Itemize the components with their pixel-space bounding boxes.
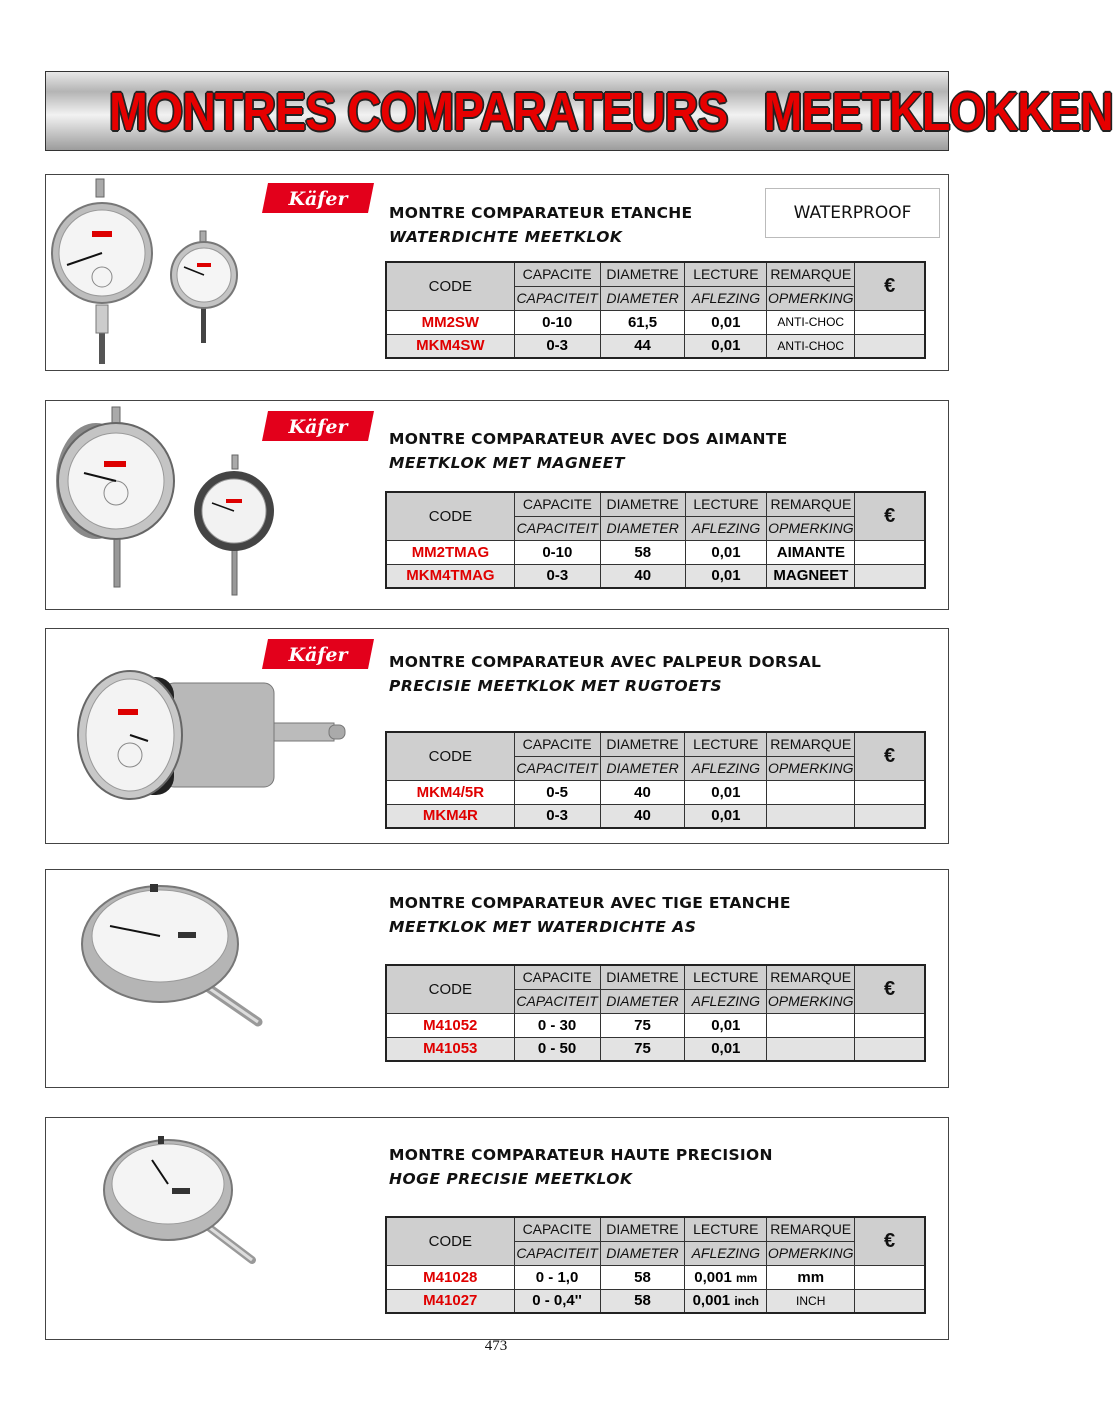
header-lecture: LECTURE xyxy=(685,732,767,756)
diameter-value: 75 xyxy=(600,1037,685,1061)
header-capaciteit: CAPACITEIT xyxy=(514,989,600,1013)
diameter-value: 61,5 xyxy=(600,310,685,334)
dial-indicator-photo xyxy=(102,1134,262,1264)
reading-value: 0,01 xyxy=(685,1013,767,1037)
product-title-fr: MONTRE COMPARATEUR AVEC TIGE ETANCHE xyxy=(389,894,791,912)
header-aflezing: AFLEZING xyxy=(685,1241,767,1265)
reading-value: 0,01 xyxy=(685,780,767,804)
remark-value xyxy=(767,1013,855,1037)
price-value xyxy=(855,1013,925,1037)
header-remarque: REMARQUE xyxy=(767,1217,855,1241)
capacity-value: 0-3 xyxy=(514,564,600,588)
back-plunger-indicator-photo xyxy=(74,669,354,819)
reading-value: 0,01 xyxy=(685,540,767,564)
header-remarque: REMARQUE xyxy=(767,492,855,516)
table-row xyxy=(386,1289,925,1313)
capacity-value: 0-10 xyxy=(514,310,600,334)
table-row xyxy=(386,540,925,564)
remark-value: MAGNEET xyxy=(767,564,855,588)
diameter-value: 58 xyxy=(600,1265,685,1289)
header-diameter: DIAMETER xyxy=(600,756,685,780)
price-value xyxy=(855,1265,925,1289)
spec-table xyxy=(385,731,926,829)
header-diameter: DIAMETER xyxy=(600,1241,685,1265)
diameter-value: 75 xyxy=(600,1013,685,1037)
product-title-nl: WATERDICHTE MEETKLOK xyxy=(389,228,623,246)
capacity-value: 0-10 xyxy=(514,540,600,564)
product-title-nl: MEETKLOK MET MAGNEET xyxy=(389,454,625,472)
header-price: € xyxy=(855,1217,925,1265)
header-capacite: CAPACITE xyxy=(514,262,600,286)
product-title-nl: MEETKLOK MET WATERDICHTE AS xyxy=(389,918,697,936)
spec-table xyxy=(385,261,926,359)
header-price: € xyxy=(855,262,925,310)
capacity-value: 0-3 xyxy=(514,334,600,358)
header-diameter: DIAMETER xyxy=(600,989,685,1013)
header-opmerking: OPMERKING xyxy=(767,989,855,1013)
header-diametre: DIAMETRE xyxy=(600,1217,685,1241)
product-section-waterproof-stem xyxy=(45,869,949,1088)
reading-value: 0,01 xyxy=(685,1037,767,1061)
header-aflezing: AFLEZING xyxy=(685,516,767,540)
capacity-value: 0 - 30 xyxy=(514,1013,600,1037)
product-title-fr: MONTRE COMPARATEUR ETANCHE xyxy=(389,204,693,222)
remark-value: mm xyxy=(767,1265,855,1289)
price-value xyxy=(855,540,925,564)
header-diametre: DIAMETRE xyxy=(600,492,685,516)
reading-value: 0,01 xyxy=(685,310,767,334)
header-capacite: CAPACITE xyxy=(514,492,600,516)
product-section-waterproof xyxy=(45,174,949,371)
spec-table xyxy=(385,491,926,589)
diameter-value: 44 xyxy=(600,334,685,358)
header-lecture: LECTURE xyxy=(685,262,767,286)
reading-value xyxy=(685,1289,767,1313)
table-row xyxy=(386,1013,925,1037)
table-row xyxy=(386,1265,925,1289)
page-title: MONTRES COMPARATEURS MEETKLOKKEN xyxy=(109,82,1113,142)
header-price: € xyxy=(855,492,925,540)
diameter-value: 40 xyxy=(600,780,685,804)
price-value xyxy=(855,310,925,334)
product-code: MKM4/5R xyxy=(386,780,514,804)
reading-unit: mm xyxy=(735,1270,758,1285)
product-title-nl: PRECISIE MEETKLOK MET RUGTOETS xyxy=(389,677,723,695)
header-opmerking: OPMERKING xyxy=(767,1241,855,1265)
header-lecture: LECTURE xyxy=(685,1217,767,1241)
header-capaciteit: CAPACITEIT xyxy=(514,1241,600,1265)
remark-value xyxy=(767,780,855,804)
header-remarque: REMARQUE xyxy=(767,732,855,756)
product-code: M41028 xyxy=(386,1265,514,1289)
capacity-value: 0 - 0,4'' xyxy=(514,1289,600,1313)
dial-indicator-photo xyxy=(80,882,270,1032)
diameter-value: 40 xyxy=(600,804,685,828)
header-aflezing: AFLEZING xyxy=(685,286,767,310)
svg-text:Käfer: Käfer xyxy=(288,644,348,666)
price-value xyxy=(855,1289,925,1313)
product-title-fr: MONTRE COMPARATEUR AVEC PALPEUR DORSAL xyxy=(389,653,822,671)
price-value xyxy=(855,564,925,588)
reading-number: 0,001 xyxy=(694,1268,732,1286)
header-opmerking: OPMERKING xyxy=(767,516,855,540)
table-row xyxy=(386,804,925,828)
waterproof-badge: WATERPROOF xyxy=(765,188,940,238)
header-opmerking: OPMERKING xyxy=(767,756,855,780)
product-code: MKM4R xyxy=(386,804,514,828)
kafer-logo xyxy=(262,183,374,213)
product-title-fr: MONTRE COMPARATEUR HAUTE PRECISION xyxy=(389,1146,773,1164)
price-value xyxy=(855,780,925,804)
header-diametre: DIAMETRE xyxy=(600,965,685,989)
header-code: CODE xyxy=(386,732,514,780)
table-row xyxy=(386,1037,925,1061)
product-code: MM2SW xyxy=(386,310,514,334)
remark-value: ANTI-CHOC xyxy=(767,334,855,358)
header-capacite: CAPACITE xyxy=(514,732,600,756)
header-remarque: REMARQUE xyxy=(767,965,855,989)
spec-table xyxy=(385,964,926,1062)
diameter-value: 58 xyxy=(600,1289,685,1313)
table-row xyxy=(386,310,925,334)
remark-value: ANTI-CHOC xyxy=(767,310,855,334)
svg-text:Käfer: Käfer xyxy=(288,416,348,438)
price-value xyxy=(855,1037,925,1061)
header-capacite: CAPACITE xyxy=(514,1217,600,1241)
spec-table xyxy=(385,1216,926,1314)
diameter-value: 58 xyxy=(600,540,685,564)
header-diameter: DIAMETER xyxy=(600,516,685,540)
product-code: MM2TMAG xyxy=(386,540,514,564)
header-code: CODE xyxy=(386,262,514,310)
product-code: MKM4SW xyxy=(386,334,514,358)
reading-value: 0,01 xyxy=(685,334,767,358)
header-capaciteit: CAPACITEIT xyxy=(514,756,600,780)
remark-value xyxy=(767,1037,855,1061)
dial-indicator-pair-photo xyxy=(52,179,252,364)
product-code: M41053 xyxy=(386,1037,514,1061)
remark-value: INCH xyxy=(767,1289,855,1313)
product-code: M41052 xyxy=(386,1013,514,1037)
reading-value xyxy=(685,1265,767,1289)
header-diametre: DIAMETRE xyxy=(600,732,685,756)
reading-unit: inch xyxy=(734,1294,759,1309)
remark-value: AIMANTE xyxy=(767,540,855,564)
header-aflezing: AFLEZING xyxy=(685,989,767,1013)
capacity-value: 0-3 xyxy=(514,804,600,828)
product-code: MKM4TMAG xyxy=(386,564,514,588)
reading-value: 0,01 xyxy=(685,564,767,588)
header-code: CODE xyxy=(386,965,514,1013)
page-number: 473 xyxy=(484,1338,508,1354)
kafer-logo xyxy=(262,411,374,441)
product-title-fr: MONTRE COMPARATEUR AVEC DOS AIMANTE xyxy=(389,430,788,448)
header-capaciteit: CAPACITEIT xyxy=(514,516,600,540)
capacity-value: 0-5 xyxy=(514,780,600,804)
product-section-back-plunger xyxy=(45,628,949,844)
reading-value: 0,01 xyxy=(685,804,767,828)
capacity-value: 0 - 50 xyxy=(514,1037,600,1061)
header-code: CODE xyxy=(386,1217,514,1265)
header-opmerking: OPMERKING xyxy=(767,286,855,310)
header-lecture: LECTURE xyxy=(685,965,767,989)
header-capaciteit: CAPACITEIT xyxy=(514,286,600,310)
capacity-value: 0 - 1,0 xyxy=(514,1265,600,1289)
table-row xyxy=(386,780,925,804)
header-price: € xyxy=(855,732,925,780)
header-aflezing: AFLEZING xyxy=(685,756,767,780)
header-diameter: DIAMETER xyxy=(600,286,685,310)
header-price: € xyxy=(855,965,925,1013)
remark-value xyxy=(767,804,855,828)
product-section-high-precision xyxy=(45,1117,949,1340)
kafer-logo xyxy=(262,639,374,669)
product-title-nl: HOGE PRECISIE MEETKLOK xyxy=(389,1170,633,1188)
header-diametre: DIAMETRE xyxy=(600,262,685,286)
dial-indicator-pair-photo xyxy=(54,407,254,605)
header-code: CODE xyxy=(386,492,514,540)
product-code: M41027 xyxy=(386,1289,514,1313)
table-row xyxy=(386,334,925,358)
price-value xyxy=(855,334,925,358)
reading-number: 0,001 xyxy=(692,1292,731,1310)
svg-text:Käfer: Käfer xyxy=(288,188,348,210)
table-row xyxy=(386,564,925,588)
diameter-value: 40 xyxy=(600,564,685,588)
header-capacite: CAPACITE xyxy=(514,965,600,989)
page-banner xyxy=(45,71,1113,151)
product-section-magnetic xyxy=(45,400,949,610)
price-value xyxy=(855,804,925,828)
header-remarque: REMARQUE xyxy=(767,262,855,286)
header-lecture: LECTURE xyxy=(685,492,767,516)
